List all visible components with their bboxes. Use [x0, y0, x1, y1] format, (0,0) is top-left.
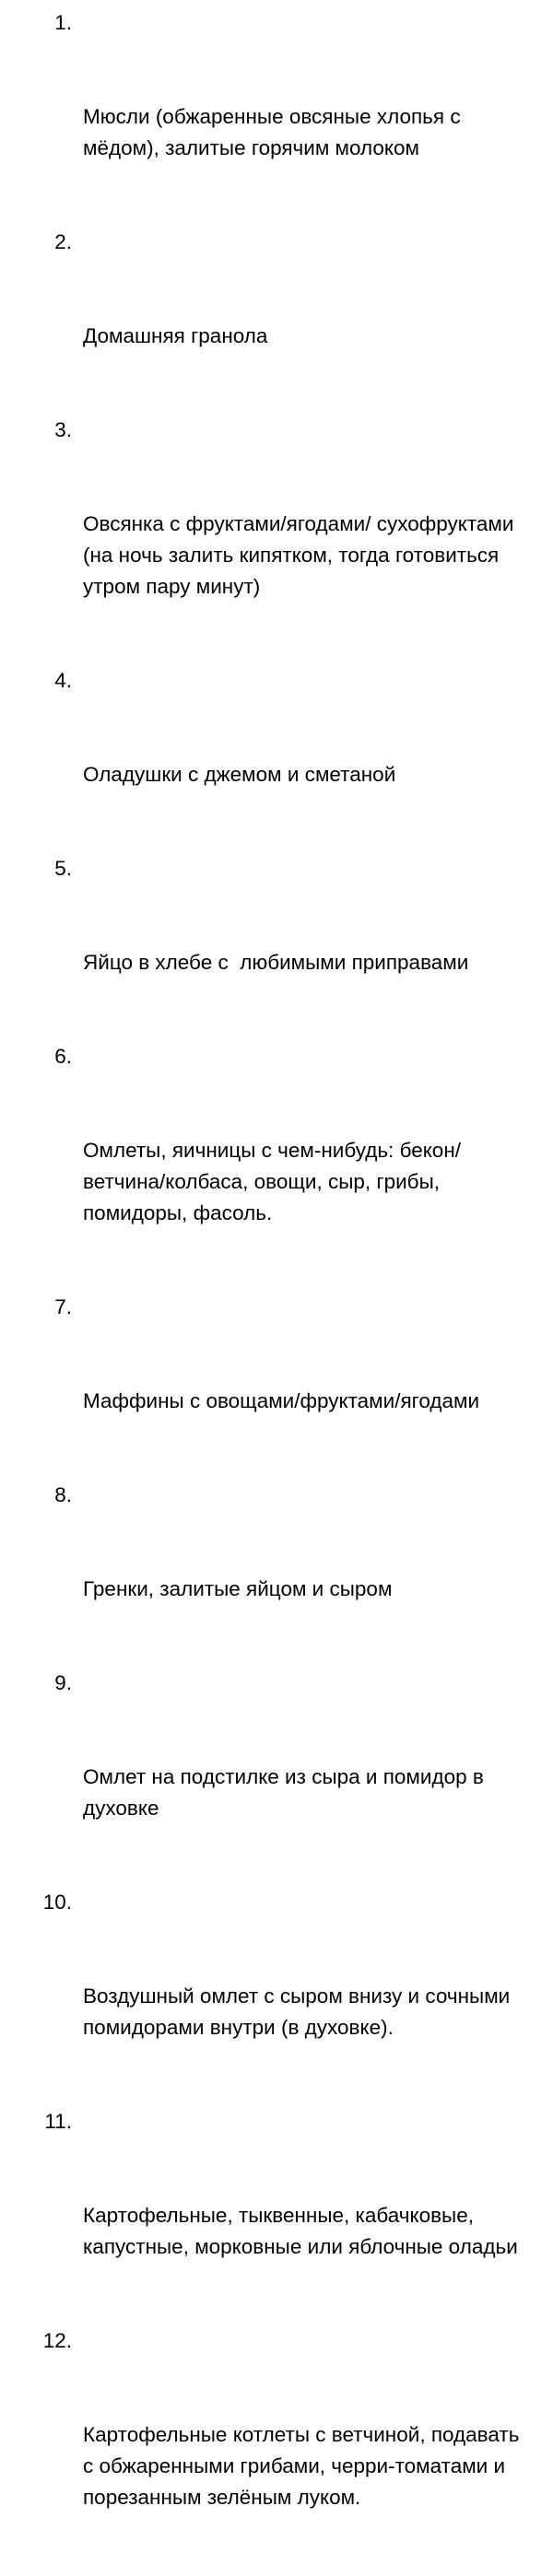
list-item: [0, 1887, 553, 2106]
list-item-text: Гренки, залитые яйцом и сыром: [83, 1577, 393, 1600]
list-item-text: Оладушки с джемом и сметаной: [83, 763, 396, 786]
list-item-text: Омлет на подстилке из сыра и помидор в духовке: [83, 1765, 490, 1820]
list-item: [0, 665, 553, 853]
list-item-text: Картофельные котлеты с ветчиной, подавать с обжаренными грибами, черри-томатами и порезанным зелёным луком.: [83, 2423, 525, 2509]
list-item-number: 12.: [42, 2329, 72, 2352]
list-item-number: 1.: [54, 11, 72, 34]
list-item: [0, 415, 553, 665]
list-item-number: 8.: [54, 1483, 72, 1506]
list-item-text: Картофельные, тыквенные, кабачковые, капустные, морковные или яблочные оладьи: [83, 2204, 518, 2258]
list-item-number: 6.: [54, 1045, 72, 1068]
list-item: [0, 853, 553, 1041]
list-item-text: Омлеты, яичницы с чем-нибудь: бекон/ ветчина/колбаса, овощи, сыр, грибы, помидоры, фасоль.: [83, 1139, 467, 1224]
list-item-number: 11.: [44, 2110, 72, 2133]
list-item: [0, 7, 553, 227]
list-item-number: 4.: [54, 669, 72, 692]
list-item-text: Маффины с овощами/фруктами/ягодами: [83, 1389, 480, 1412]
list-item-number: 5.: [54, 857, 72, 880]
list-item-text: Домашняя гранола: [83, 324, 268, 347]
list-item: [0, 1292, 553, 1480]
list-item-number: 3.: [54, 418, 72, 441]
list-item-number: 7.: [54, 1295, 72, 1318]
list-item-number: 9.: [54, 1671, 72, 1694]
list-item: [0, 2106, 553, 2325]
list-item-text: Яйцо в хлебе с любимыми приправами: [83, 951, 469, 974]
list-item: [0, 227, 553, 415]
list-item: [0, 1668, 553, 1887]
breakfast-list: [0, 7, 553, 2576]
list-item: [0, 1041, 553, 1292]
list-item: [0, 2325, 553, 2576]
list-item-text: Воздушный омлет с сыром внизу и сочными помидорами внутри (в духовке).: [83, 1985, 516, 2039]
list-item-number: 2.: [54, 230, 72, 253]
list-item-text: Мюсли (обжаренные овсяные хлопья с мёдом), залитые горячим молоком: [83, 105, 466, 159]
list-item-text: Овсянка с фруктами/ягодами/ сухофруктами (на ночь залить кипятком, тогда готовиться утром пару минут): [83, 512, 520, 598]
list-item-number: 10.: [42, 1891, 72, 1914]
list-item: [0, 1480, 553, 1668]
